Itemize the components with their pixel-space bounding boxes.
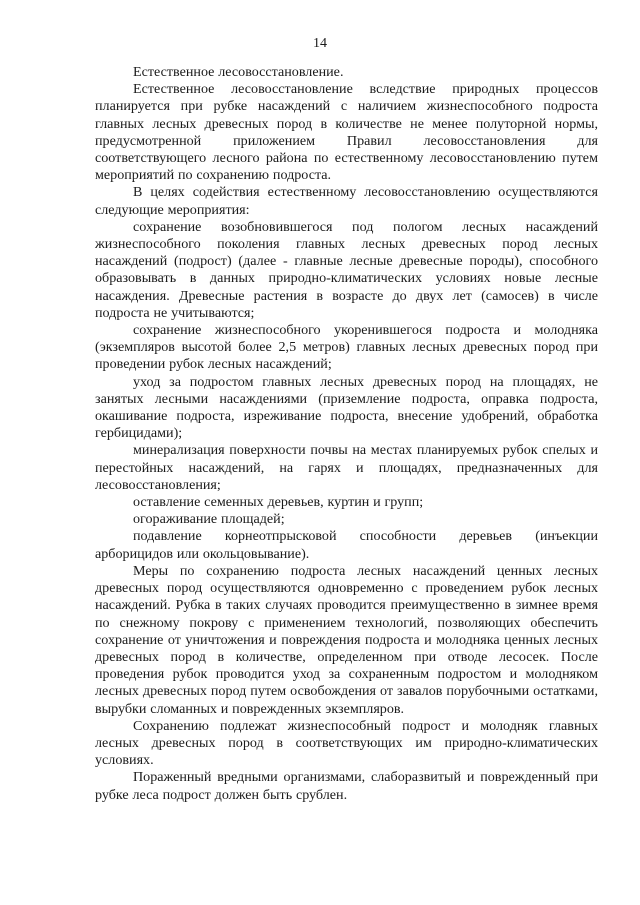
list-item-preserve-undergrowth: сохранение возобновившегося под пологом лесных насаждений жизнеспособного поколения главных лесных древесных пород лесных насаждений (подрост) (далее - главные лесные древесные породы), способного образовывать в данных природно-климатических условиях новые лесные насаждения. Древесные растения в возрасте до двух лет (самосев) в числе подроста не учитываются; [95,218,598,321]
paragraph-damaged-undergrowth: Пораженный вредными организмами, слаборазвитый и поврежденный при рубке леса подрост должен быть срублен. [95,769,598,803]
list-item-undergrowth-care: уход за подростом главных лесных древесных пород на площадях, не занятых лесными насаждениями (приземление подроста, оправка подроста, окашивание подроста, изреживание подроста, внесение удобрений, обработка гербицидами); [95,373,598,442]
list-item-root-suppression: подавление корнеотпрысковой способности деревьев (инъекции арборицидов или окольцовывание). [95,528,598,562]
heading-natural-reforestation: Естественное лесовосстановление. [133,64,344,80]
paragraph-measures-intro: В целях содействия естественному лесовосстановлению осуществляются следующие мероприятия: [95,184,598,218]
paragraph-natural-reforestation-planning: Естественное лесовосстановление вследствие природных процессов планируется при рубке насаждений с наличием жизнеспособного подроста главных лесных древесных пород в количестве не менее полуторной нормы, предусмотренной приложением Правил лесовосстановления для соответствующего лесного района по естественному лесовосстановлению путем мероприятий по сохранению подроста. [95,81,598,184]
list-item-soil-mineralization: минерализация поверхности почвы на местах планируемых рубок спелых и перестойных насаждений, на гарях и площадях, предназначенных для лесовосстановления; [95,442,598,493]
paragraph-preservation-subject: Сохранению подлежат жизнеспособный подрост и молодняк главных лесных древесных пород в соответствующих им природно-климатических условиях. [95,717,598,769]
list-item-fencing: огораживание площадей; [133,511,285,528]
paragraph-valuable-species-measures: Меры по сохранению подроста лесных насаждений ценных лесных древесных пород осуществляются одновременно с проведением рубок лесных насаждений. Рубка в таких случаях проводится преимущественно в зимнее время по снежному покрову с применением технологий, позволяющих обеспечить сохранение от уничтожения и повреждения подроста и молодняка ценных лесных древесных пород в количестве, определенном при отводе лесосек. После проведения рубок проводится уход за сохраненным подростом и молодняком лесных древесных пород путем освобождения от завалов порубочными остатками, вырубки сломанных и поврежденных экземпляров. [95,562,598,717]
page-number: 14 [313,36,327,51]
list-item-seed-trees: оставление семенных деревьев, куртин и групп; [133,494,424,511]
list-item-preserve-young-growth: сохранение жизнеспособного укоренившегося подроста и молодняка (экземпляров высотой более 2,5 метров) главных лесных древесных пород при проведении рубок лесных насаждений; [95,322,598,373]
document-body [95,64,598,804]
